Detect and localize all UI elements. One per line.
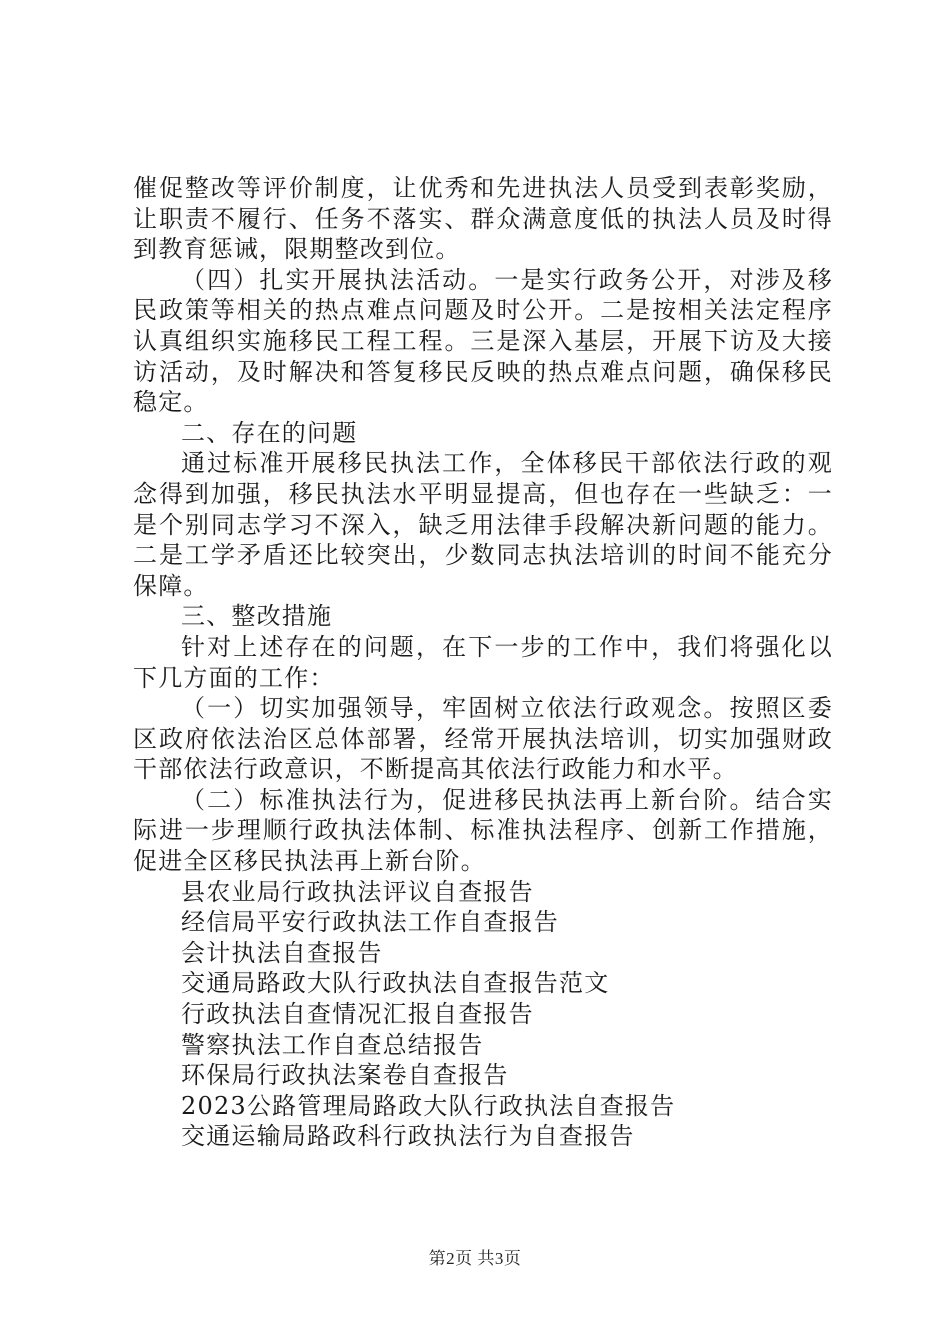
- document-body: [133, 173, 833, 1152]
- related-title: 2023公路管理局路政大队行政执法自查报告: [181, 1091, 676, 1120]
- related-title: 交通运输局路政科行政执法行为自查报告: [181, 1122, 635, 1151]
- paragraph-measure-2: （二）标准执法行为，促进移民执法再上新台阶。结合实际进一步理顺行政执法体制、标准执法程序、创新工作措施，促进全区移民执法再上新台阶。: [133, 785, 833, 876]
- paragraph-continuation: 催促整改等评价制度，让优秀和先进执法人员受到表彰奖励，让职责不履行、任务不落实、群众满意度低的执法人员及时得到教育惩诫，限期整改到位。: [133, 174, 833, 264]
- paragraph-problems: 通过标准开展移民执法工作，全体移民干部依法行政的观念得到加强，移民执法水平明显提高，但也存在一些缺乏：一是个别同志学习不深入，缺乏用法律手段解决新问题的能力。二是工学矛盾还比较突出，少数同志执法培训的时间不能充分保障。: [133, 449, 833, 600]
- section-heading-problems: 二、存在的问题: [181, 418, 358, 447]
- paragraph-enforcement-activities: （四）扎实开展执法活动。一是实行政务公开，对涉及移民政策等相关的热点难点问题及时公开。二是按相关法定程序认真组织实施移民工程工程。三是深入基层，开展下访及大接访活动，及时解决和答复移民反映的热点难点问题，确保移民稳定。: [133, 265, 833, 417]
- related-title: 警察执法工作自查总结报告: [181, 1030, 484, 1059]
- related-title: 交通局路政大队行政执法自查报告范文: [181, 969, 610, 998]
- related-title: 环保局行政执法案卷自查报告: [181, 1061, 509, 1090]
- paragraph-measures-intro: 针对上述存在的问题，在下一步的工作中，我们将强化以下几方面的工作：: [133, 632, 833, 692]
- related-titles-list: [133, 877, 833, 1152]
- related-title: 经信局平安行政执法工作自查报告: [181, 908, 559, 937]
- page-number-footer: 第2页 共3页: [428, 1249, 522, 1268]
- related-title: 县农业局行政执法评议自查报告: [181, 877, 534, 906]
- related-title: 会计执法自查报告: [181, 938, 383, 967]
- section-heading-measures: 三、整改措施: [181, 602, 333, 631]
- paragraph-measure-1: （一）切实加强领导，牢固树立依法行政观念。按照区委区政府依法治区总体部署，经常开展执法培训，切实加强财政干部依法行政意识，不断提高其依法行政能力和水平。: [133, 694, 833, 784]
- related-title: 行政执法自查情况汇报自查报告: [181, 1000, 534, 1029]
